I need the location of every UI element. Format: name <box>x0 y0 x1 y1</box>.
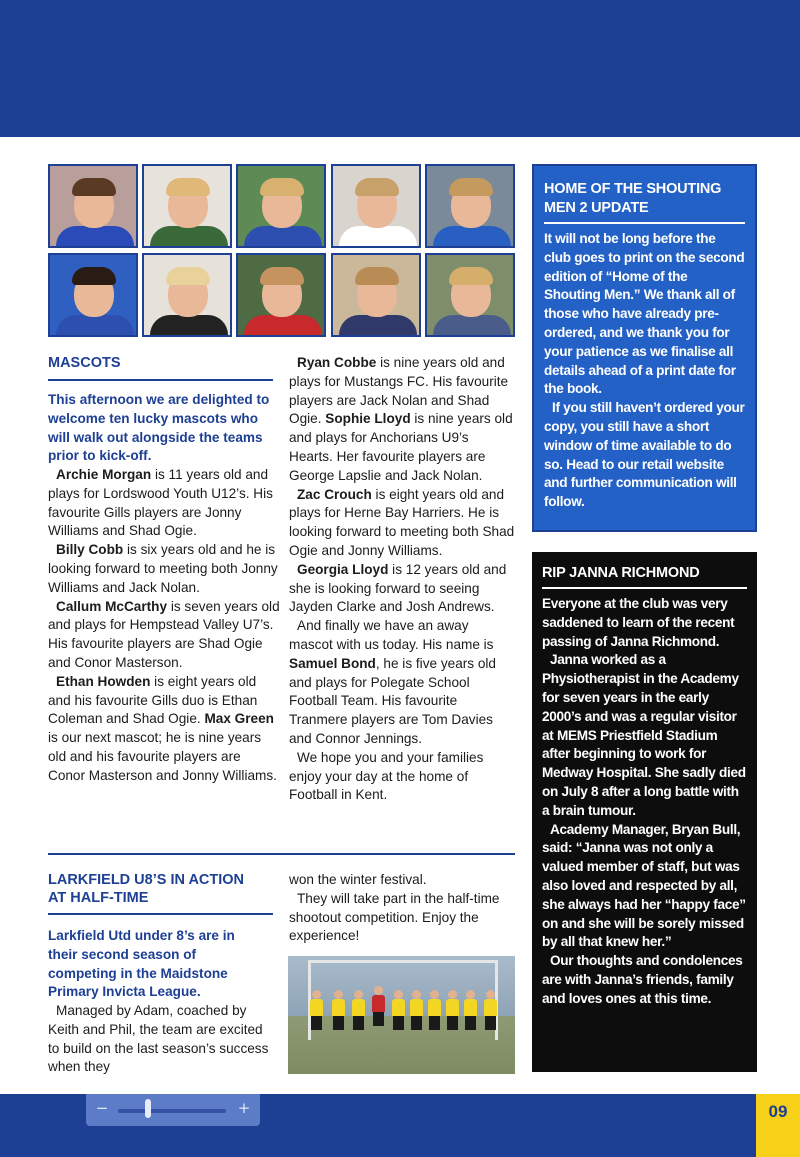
mascots-heading: MASCOTS <box>48 355 121 371</box>
header-banner <box>0 0 800 137</box>
mascot-photo <box>142 253 232 337</box>
rip-body: Everyone at the club was very saddened to learn of the recent passing of Janna Richmond. Janna worked as a Physiotherapist in the Academy for seven years in the early 2000’s and was a regular visitor at MEMS Priestfield Stadium after beginning to work for Medway Hospital. She sadly died on July 8 after a long battle with a brain tumour. Academy Manager, Bryan Bull, said: “Janna was not only a valued member of staff, but was also loved and respected by all, she always had her “happy face” on and she will be sorely missed by all that knew her.” Our thoughts and condolences are with Janna’s friends, family and loves ones at this time. <box>542 596 746 1006</box>
mascot-photo <box>48 164 138 248</box>
photo-shirt <box>244 315 322 337</box>
photo-shirt <box>433 226 511 248</box>
team-player <box>446 990 459 1030</box>
mascots-heading-rule <box>48 379 273 381</box>
mascot-paragraph: Ethan Howden is eight years old and his favourite Gills duo is Ethan Coleman and Shad Ogie. Max Green is our next mascot; he is nine years old and his favourite players are Conor Masterson and Jonny Williams. <box>48 673 277 783</box>
photo-hair <box>260 267 304 285</box>
larkfield-paragraph: won the winter festival. <box>289 872 427 887</box>
photo-hair <box>166 178 210 196</box>
mascot-photo <box>48 253 138 337</box>
zoom-slider-handle[interactable] <box>145 1099 151 1118</box>
rip-title: RIP JANNA RICHMOND <box>542 565 700 581</box>
photo-shirt <box>244 226 322 248</box>
team-player <box>428 990 441 1030</box>
zoom-slider-track[interactable] <box>118 1109 226 1113</box>
photo-shirt <box>56 315 134 337</box>
shouting-men-box <box>532 164 757 532</box>
team-player <box>310 990 323 1030</box>
team-player <box>392 990 405 1030</box>
larkfield-paragraph: They will take part in the half-time shootout competition. Enjoy the experience! <box>289 890 500 944</box>
mascots-column-1 <box>48 466 280 786</box>
team-player <box>410 990 423 1030</box>
mascot-paragraph: We hope you and your families enjoy your day at the home of Football in Kent. <box>289 749 484 803</box>
mascot-photo <box>425 253 515 337</box>
photo-hair <box>72 178 116 196</box>
mascot-photo <box>236 164 326 248</box>
photo-hair <box>355 267 399 285</box>
mascots-column-2 <box>289 354 515 805</box>
photo-hair <box>355 178 399 196</box>
zoom-control <box>86 1094 260 1126</box>
mascot-paragraph: Georgia Lloyd is 12 years old and she is looking forward to seeing Jayden Clarke and Josh Andrews. <box>289 561 507 615</box>
mascot-paragraph: Callum McCarthy is seven years old and plays for Hempstead Valley U7’s. His favourite players are Shad Ogie and Conor Masterson. <box>48 598 280 670</box>
mascot-paragraph: Zac Crouch is eight years old and plays for Herne Bay Harriers. He is looking forward to meeting both Shad Ogie and Jonny Williams. <box>289 486 515 558</box>
mascot-photo <box>425 164 515 248</box>
team-player <box>484 990 497 1030</box>
team-player <box>372 986 385 1026</box>
zoom-out-button[interactable]: − <box>95 1099 109 1117</box>
photo-shirt <box>56 226 134 248</box>
photo-hair <box>449 178 493 196</box>
photo-hair <box>166 267 210 285</box>
shouting-men-body: It will not be long before the club goes to print on the second edition of “Home of the Shouting Men.” We thank all of those who have already pre-ordered, and we thank you for your patience as we finalise all details ahead of a print date for the book. If you still haven’t ordered your copy, you still have a short window of time available to do so. Head to our retail website and further communication will follow. <box>544 231 745 510</box>
photo-shirt <box>150 315 228 337</box>
shouting-men-title: HOME OF THE SHOUTING MEN 2 UPDATE <box>544 181 722 216</box>
team-player <box>464 990 477 1030</box>
rip-box <box>532 552 757 1072</box>
photo-shirt <box>433 315 511 337</box>
larkfield-column-2 <box>289 871 515 946</box>
photo-shirt <box>339 226 417 248</box>
photo-hair <box>260 178 304 196</box>
section-divider <box>48 853 515 855</box>
mascot-paragraph: And finally we have an away mascot with us today. His name is Samuel Bond, he is five years old and plays for Polegate School Football Team. His favourite Tranmere players are Tom Davies and Connor Jennings. <box>289 618 496 746</box>
mascot-paragraph: Archie Morgan is 11 years old and plays for Lordswood Youth U12’s. His favourite Gills players are Jonny Williams and Shad Ogie. <box>48 467 273 539</box>
page-number: 09 <box>768 1102 788 1121</box>
shouting-men-rule <box>544 222 745 224</box>
zoom-in-button[interactable]: + <box>237 1099 251 1117</box>
team-player <box>332 990 345 1030</box>
photo-shirt <box>339 315 417 337</box>
rip-rule <box>542 587 747 589</box>
team-photo <box>288 956 515 1074</box>
mascot-paragraph: Ryan Cobbe is nine years old and plays for Mustangs FC. His favourite players are Jack Nolan and Shad Ogie. Sophie Lloyd is nine years old and plays for Anchorians U9’s Hearts. Her favourite players are George Lapslie and Jack Nolan. <box>289 355 513 483</box>
larkfield-heading-rule <box>48 913 273 915</box>
mascot-photo <box>236 253 326 337</box>
team-player <box>352 990 365 1030</box>
page-number-box <box>756 1094 800 1157</box>
larkfield-heading: LARKFIELD U8’S IN ACTION AT HALF-TIME <box>48 872 245 906</box>
mascot-photo <box>142 164 232 248</box>
photo-shirt <box>150 226 228 248</box>
photo-hair <box>72 267 116 285</box>
mascot-photo <box>331 164 421 248</box>
larkfield-column-1 <box>48 1002 270 1077</box>
mascot-paragraph: Billy Cobb is six years old and he is looking forward to meeting both Jonny Williams and Jack Nolan. <box>48 542 278 595</box>
mascots-intro: This afternoon we are delighted to welcome ten lucky mascots who will walk out alongside the teams prior to kick-off. <box>48 392 270 464</box>
mascot-photo <box>331 253 421 337</box>
larkfield-intro: Larkfield Utd under 8’s are in their second season of competing in the Maidstone Primary Invicta League. <box>48 928 235 1000</box>
larkfield-paragraph: Managed by Adam, coached by Keith and Phil, the team are excited to build on the last season’s success when they <box>48 1003 269 1075</box>
photo-hair <box>449 267 493 285</box>
